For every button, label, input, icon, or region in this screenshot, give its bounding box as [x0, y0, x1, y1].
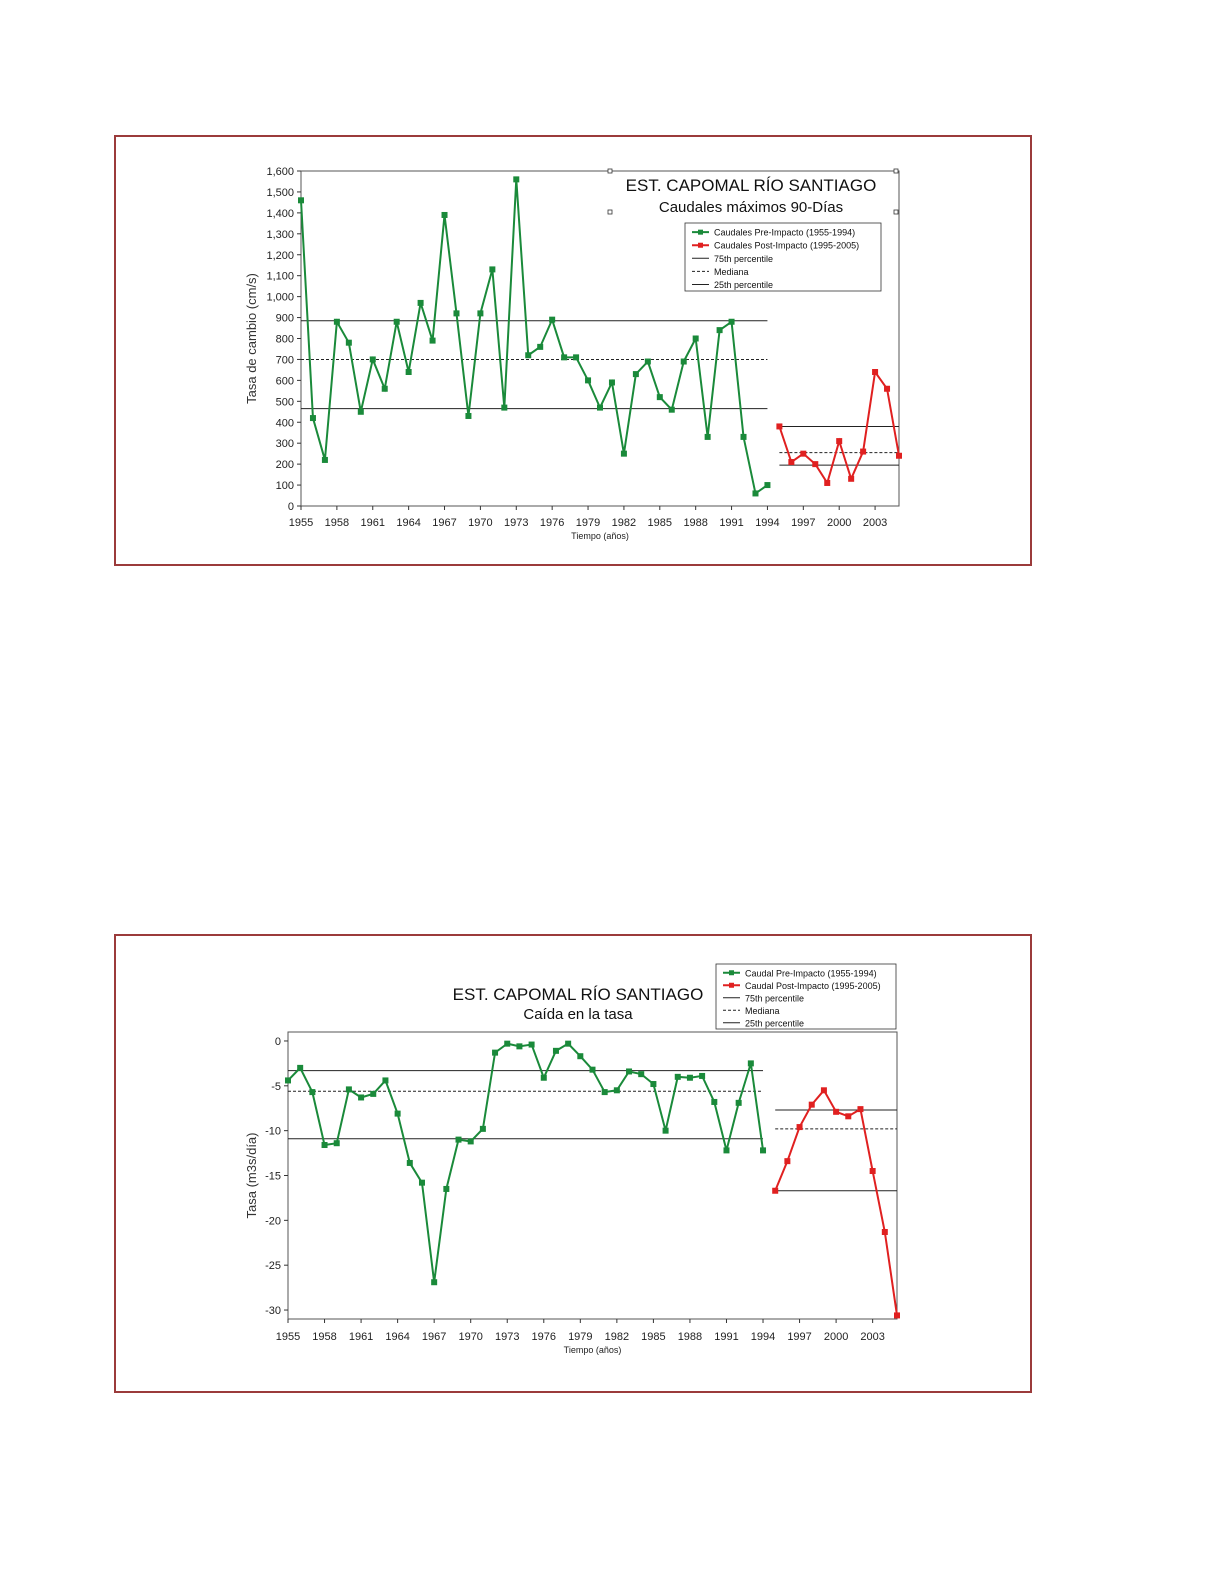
x-tick-label: 1997: [787, 1331, 812, 1343]
y-tick-label: 100: [275, 480, 294, 493]
x-tick-label: 1994: [750, 1331, 776, 1343]
data-point-marker: [626, 1068, 632, 1074]
data-point-marker: [693, 336, 699, 342]
data-point-marker: [492, 1050, 498, 1056]
y-tick-label: -15: [265, 1170, 281, 1183]
data-point-marker: [419, 1180, 425, 1186]
y-tick-label: 400: [275, 417, 294, 430]
data-point-marker: [650, 1081, 656, 1087]
data-point-marker: [480, 1126, 486, 1132]
y-axis-label: Tasa (m3s/día): [244, 1132, 259, 1219]
data-point-marker: [394, 319, 400, 325]
x-tick-label: 2000: [826, 517, 852, 529]
x-tick-label: 1985: [641, 1331, 666, 1343]
data-point-marker: [334, 319, 340, 325]
x-tick-label: 1982: [611, 517, 637, 529]
data-point-marker: [663, 1128, 669, 1134]
data-point-marker: [489, 266, 495, 272]
legend-entry-label: 25th percentile: [714, 279, 774, 290]
x-tick-label: 1958: [312, 1331, 337, 1343]
data-point-marker: [309, 1089, 315, 1095]
data-point-marker: [645, 359, 651, 365]
plot-area-frame: [288, 1032, 897, 1319]
data-point-marker: [477, 310, 483, 316]
y-axis-label: Tasa de cambio (cm/s): [244, 273, 259, 404]
data-point-marker: [809, 1102, 815, 1108]
legend-entry-label: Caudales Pre-Impacto (1955-1994): [714, 227, 856, 238]
data-point-marker: [504, 1041, 510, 1047]
x-tick-label: 1964: [385, 1331, 410, 1343]
y-tick-label: -10: [265, 1125, 281, 1138]
y-tick-label: 600: [275, 375, 294, 388]
data-point-marker: [669, 407, 675, 413]
data-point-marker: [860, 449, 866, 455]
data-point-marker: [821, 1087, 827, 1093]
data-point-marker: [297, 1065, 303, 1071]
plot-area-frame: [301, 171, 899, 506]
data-point-marker: [681, 359, 687, 365]
x-tick-label: 1964: [396, 517, 421, 529]
data-point-marker: [723, 1147, 729, 1153]
data-point-marker: [736, 1100, 742, 1106]
legend-entry-label: Mediana: [745, 1005, 780, 1016]
y-tick-label: 1,600: [266, 166, 294, 178]
data-point-marker: [406, 369, 412, 375]
y-tick-label: -30: [265, 1305, 281, 1318]
x-tick-label: 1973: [504, 517, 529, 529]
data-point-marker: [621, 451, 627, 457]
y-tick-label: 1,400: [266, 207, 294, 220]
x-tick-label: 1988: [683, 517, 708, 529]
data-point-marker: [549, 317, 555, 323]
y-tick-label: 1,100: [266, 270, 294, 283]
data-point-marker: [776, 423, 782, 429]
x-tick-label: 2003: [862, 517, 888, 529]
x-tick-label: 1994: [755, 517, 780, 529]
chart-title: EST. CAPOMAL RÍO SANTIAGO: [452, 985, 704, 1004]
data-point-marker: [465, 413, 471, 419]
chart-caida-tasa: [116, 936, 1034, 1395]
data-point-marker: [729, 319, 735, 325]
data-point-marker: [529, 1042, 535, 1048]
y-tick-label: -25: [265, 1260, 281, 1273]
legend-entry-label: 25th percentile: [745, 1018, 805, 1029]
data-point-marker: [370, 356, 376, 362]
data-point-marker: [298, 197, 304, 203]
x-tick-label: 1958: [324, 517, 350, 529]
data-point-marker: [675, 1074, 681, 1080]
y-tick-label: 700: [275, 354, 294, 367]
data-point-marker: [285, 1077, 291, 1083]
data-point-marker: [541, 1075, 547, 1081]
x-tick-label: 2000: [823, 1331, 849, 1343]
data-point-marker: [609, 379, 615, 385]
legend-swatch-marker: [729, 970, 734, 975]
x-tick-label: 1973: [494, 1331, 520, 1343]
selection-handle: [608, 169, 612, 173]
data-point-marker: [657, 394, 663, 400]
data-point-marker: [590, 1067, 596, 1073]
y-tick-label: 200: [275, 459, 294, 472]
data-point-marker: [741, 434, 747, 440]
data-point-marker: [430, 338, 436, 344]
series-line-post-impacto: [775, 1090, 897, 1315]
chart-subtitle: Caudales máximos 90-Días: [658, 199, 844, 216]
x-tick-label: 1970: [458, 1331, 483, 1343]
data-point-marker: [687, 1075, 693, 1081]
legend-entry-label: 75th percentile: [714, 253, 774, 264]
selection-handle: [894, 169, 898, 173]
x-tick-label: 1961: [348, 1331, 374, 1343]
data-point-marker: [752, 490, 758, 496]
x-tick-label: 1988: [677, 1331, 703, 1343]
x-tick-label: 1970: [468, 517, 493, 529]
data-point-marker: [346, 340, 352, 346]
legend-entry-label: Caudal Pre-Impacto (1955-1994): [745, 968, 877, 979]
data-point-marker: [760, 1147, 766, 1153]
legend-swatch-marker: [698, 243, 703, 248]
chart-subtitle: Caída en la tasa: [523, 1006, 633, 1023]
data-point-marker: [370, 1091, 376, 1097]
data-point-marker: [836, 438, 842, 444]
data-point-marker: [870, 1168, 876, 1174]
chart-panel-caida-tasa: [114, 934, 1032, 1393]
data-point-marker: [418, 300, 424, 306]
x-tick-label: 1985: [647, 517, 673, 529]
y-tick-label: 0: [287, 501, 294, 513]
data-point-marker: [561, 354, 567, 360]
x-tick-label: 1976: [531, 1331, 557, 1343]
data-point-marker: [797, 1124, 803, 1130]
x-tick-label: 1976: [539, 517, 565, 529]
y-tick-label: 1,200: [266, 249, 294, 262]
data-point-marker: [565, 1041, 571, 1047]
data-point-marker: [812, 461, 818, 467]
data-point-marker: [705, 434, 711, 440]
data-point-marker: [407, 1160, 413, 1166]
y-tick-label: 1,300: [266, 228, 294, 241]
data-point-marker: [456, 1137, 462, 1143]
data-point-marker: [573, 354, 579, 360]
data-point-marker: [553, 1048, 559, 1054]
x-tick-label: 1991: [714, 1331, 739, 1343]
series-line-post-impacto: [779, 372, 899, 483]
x-tick-label: 1955: [275, 1331, 301, 1343]
data-point-marker: [857, 1106, 863, 1112]
x-tick-label: 1997: [791, 517, 816, 529]
data-point-marker: [845, 1113, 851, 1119]
data-point-marker: [882, 1229, 888, 1235]
x-tick-label: 1979: [568, 1331, 593, 1343]
data-point-marker: [614, 1087, 620, 1093]
data-point-marker: [597, 405, 603, 411]
data-point-marker: [633, 371, 639, 377]
chart-title: EST. CAPOMAL RÍO SANTIAGO: [625, 176, 877, 195]
data-point-marker: [501, 405, 507, 411]
y-tick-label: 800: [275, 333, 294, 346]
data-point-marker: [824, 480, 830, 486]
legend-swatch-marker: [698, 230, 703, 235]
data-point-marker: [638, 1071, 644, 1077]
x-tick-label: 1961: [360, 517, 386, 529]
data-point-marker: [784, 1158, 790, 1164]
data-point-marker: [516, 1043, 522, 1049]
data-point-marker: [748, 1060, 754, 1066]
legend-entry-label: Caudales Post-Impacto (1995-2005): [714, 240, 860, 251]
y-tick-label: 0: [274, 1035, 281, 1048]
y-tick-label: 300: [275, 438, 294, 451]
x-tick-label: 1979: [575, 517, 601, 529]
data-point-marker: [358, 409, 364, 415]
x-axis-label: Tiempo (años): [563, 1345, 622, 1355]
y-tick-label: -5: [271, 1080, 281, 1093]
y-tick-label: 500: [275, 396, 294, 409]
data-point-marker: [382, 386, 388, 392]
data-point-marker: [896, 453, 902, 459]
y-tick-label: -20: [265, 1215, 281, 1228]
data-point-marker: [442, 212, 448, 218]
data-point-marker: [764, 482, 770, 488]
data-point-marker: [334, 1140, 340, 1146]
data-point-marker: [602, 1089, 608, 1095]
selection-handle: [894, 210, 898, 214]
x-tick-label: 1967: [432, 517, 457, 529]
legend-entry-label: 75th percentile: [745, 993, 805, 1004]
data-point-marker: [346, 1086, 352, 1092]
data-point-marker: [894, 1312, 900, 1318]
x-axis-label: Tiempo (años): [571, 531, 629, 541]
x-tick-label: 1991: [719, 517, 744, 529]
data-point-marker: [322, 1142, 328, 1148]
data-point-marker: [453, 310, 459, 316]
data-point-marker: [395, 1111, 401, 1117]
selection-handle: [608, 210, 612, 214]
data-point-marker: [537, 344, 543, 350]
y-tick-label: 1,500: [266, 186, 294, 199]
data-point-marker: [585, 377, 591, 383]
data-point-marker: [358, 1094, 364, 1100]
data-point-marker: [788, 459, 794, 465]
chart-caudales-maximos: [116, 137, 1034, 568]
data-point-marker: [443, 1186, 449, 1192]
x-tick-label: 1955: [288, 517, 314, 529]
data-point-marker: [468, 1138, 474, 1144]
data-point-marker: [872, 369, 878, 375]
data-point-marker: [800, 451, 806, 457]
data-point-marker: [833, 1109, 839, 1115]
data-point-marker: [322, 457, 328, 463]
legend-entry-label: Caudal Post-Impacto (1995-2005): [745, 980, 881, 991]
data-point-marker: [848, 476, 854, 482]
x-tick-label: 1967: [421, 1331, 447, 1343]
legend-swatch-marker: [729, 983, 734, 988]
data-point-marker: [382, 1077, 388, 1083]
data-point-marker: [431, 1279, 437, 1285]
data-point-marker: [772, 1188, 778, 1194]
y-tick-label: 1,000: [266, 291, 294, 304]
data-point-marker: [699, 1073, 705, 1079]
x-tick-label: 2003: [860, 1331, 885, 1343]
legend-entry-label: Mediana: [714, 266, 749, 277]
x-tick-label: 1982: [604, 1331, 630, 1343]
data-point-marker: [577, 1053, 583, 1059]
data-point-marker: [884, 386, 890, 392]
data-point-marker: [717, 327, 723, 333]
data-point-marker: [525, 352, 531, 358]
data-point-marker: [310, 415, 316, 421]
data-point-marker: [711, 1099, 717, 1105]
y-tick-label: 900: [275, 312, 294, 325]
chart-panel-caudales-maximos: [114, 135, 1032, 566]
data-point-marker: [513, 176, 519, 182]
